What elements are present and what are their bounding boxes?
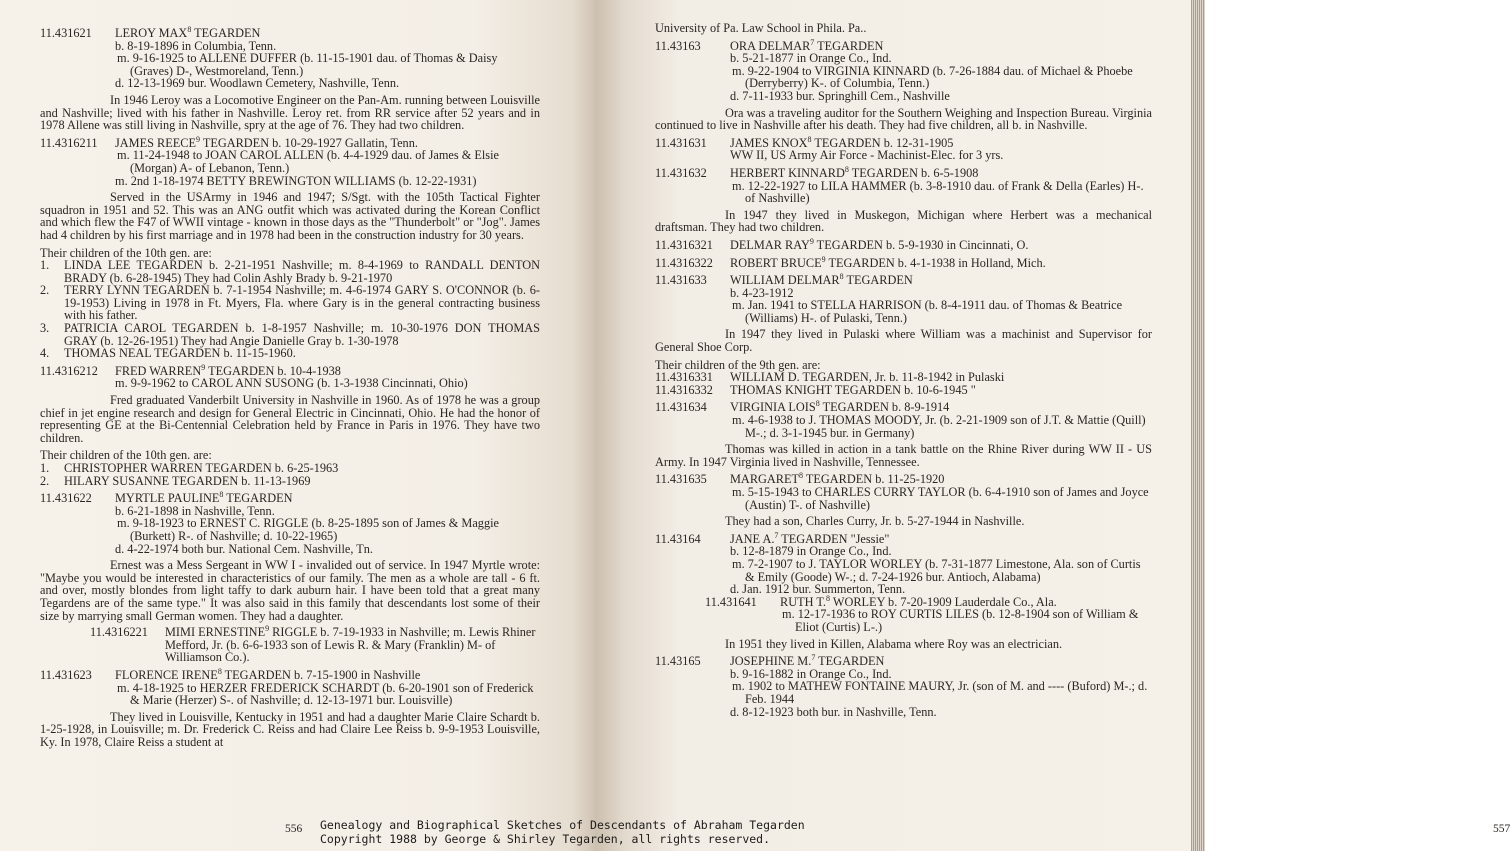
genealogy-entry — [40, 24, 540, 40]
person-name: JAMES REECE — [115, 135, 196, 150]
child-number: 1. — [40, 258, 50, 273]
genealogy-entry — [40, 666, 540, 682]
entry-number: 11.43163 — [655, 38, 701, 53]
entry-heading — [115, 24, 540, 40]
entry-number: 11.431641 — [705, 594, 757, 609]
entry-number: 11.4316212 — [40, 363, 98, 378]
entry-number: 11.4316331 — [655, 370, 713, 385]
narrative-paragraph: Thomas was killed in action in a tank battle on the Rhine River during WW II - US Army. In 1947 Virginia lived in Nashville, Tennessee. — [655, 442, 1152, 469]
genealogy-entry — [90, 626, 540, 664]
entry-detail-line: d. Jan. 1912 bur. Summerton, Tenn. — [730, 582, 906, 597]
right-page — [595, 0, 1510, 851]
entry-detail-line: m. 1902 to MATHEW FONTAINE MAURY, Jr. (son of M. and ---- (Buford) M-.; d. Feb. 1944 — [732, 679, 1148, 706]
generation-number: 7 — [810, 37, 815, 47]
narrative-paragraph: In 1946 Leroy was a Locomotive Engineer on the Pan-Am. running between Louisville and Nashville; lived with his father in Nashville. Leroy ret. from RR service after 52 years and in 1978 Allene was still living in Nashville, spry at the age of 76. They had two children. — [40, 92, 540, 133]
children-heading: Their children of the 10th gen. are: — [40, 448, 212, 463]
entry-detail-line: d. 12-13-1969 bur. Woodlawn Cemetery, Nashville, Tenn. — [115, 76, 400, 91]
generation-number: 8 — [815, 399, 820, 409]
left-page-number: 556 — [285, 823, 303, 835]
entry-number: 11.431634 — [655, 400, 707, 415]
entry-details: TEGARDEN b. 7-15-1900 in Nashville — [221, 667, 421, 682]
child-number: 3. — [40, 321, 50, 336]
left-page-text — [40, 22, 540, 752]
entry-details: TEGARDEN — [814, 38, 884, 53]
generation-number: 7 — [774, 530, 779, 540]
page-edges — [1191, 0, 1205, 851]
child-text: CHRISTOPHER WARREN TEGARDEN b. 6-25-1963 — [64, 461, 339, 475]
children-heading: Their children of the 9th gen. are: — [655, 357, 821, 372]
entry-detail-line: m. 9-18-1923 to ERNEST C. RIGGLE (b. 8-25-1895 son of James & Maggie (Burkett) R-. of Nashville; d. 10-22-1965) — [117, 516, 499, 543]
entry-detail-line: b. 4-23-1912 — [730, 285, 794, 300]
child-list-item — [40, 475, 540, 488]
child-text: THOMAS NEAL TEGARDEN b. 11-15-1960. — [64, 346, 296, 361]
generation-number: 8 — [217, 666, 222, 676]
entry-detail-line: m. Jan. 1941 to STELLA HARRISON (b. 8-4-1911 dau. of Thomas & Beatrice (Williams) H-. of Pulaski, Tenn.) — [732, 298, 1123, 325]
entry-detail-line: m. 2nd 1-18-1974 BETTY BREWINGTON WILLIAMS (b. 12-22-1931) — [115, 173, 477, 188]
child-list-item — [40, 259, 540, 284]
entry-detail-line: m. 9-9-1962 to CAROL ANN SUSONG (b. 1-3-1938 Cincinnati, Ohio) — [115, 376, 468, 391]
generation-number: 9 — [265, 624, 270, 634]
person-name: MARGARET — [730, 472, 800, 487]
entry-details: TEGARDEN — [191, 26, 261, 40]
person-name: MYRTLE PAULINE — [115, 491, 220, 506]
entry-detail-line: b. 12-8-1879 in Orange Co., Ind. — [730, 544, 892, 559]
entry-detail-line: m. 7-2-1907 to J. TAYLOR WORLEY (b. 7-31-1877 Limestone, Ala. son of Curtis & Emily (Goode) W-.; d. 7-24-1926 bur. Antioch, Alabama) — [732, 556, 1141, 584]
entry-heading — [115, 666, 540, 682]
child-list-item — [40, 284, 540, 322]
generation-number: 8 — [219, 490, 224, 500]
child-text: HILARY SUSANNE TEGARDEN b. 11-13-1969 — [64, 473, 311, 488]
entry-detail-line: d. 4-22-1974 both bur. National Cem. Nashville, Tn. — [115, 541, 373, 556]
entry-detail-line: b. 9-16-1882 in Orange Co., Ind. — [730, 666, 892, 681]
person-name: FLORENCE IRENE — [115, 667, 218, 682]
entry-details: TEGARDEN b. 11-25-1920 — [803, 472, 945, 487]
entry-detail-line: m. 4-18-1925 to HERZER FREDERICK SCHARDT (b. 6-20-1901 son of Frederick & Marie (Herzer) S-. of Nashville; d. 12-13-1971 bur. Louisville) — [117, 680, 534, 708]
narrative-paragraph: In 1947 they lived in Muskegon, Michigan where Herbert was a mechanical draftsman. They had two children. — [655, 207, 1152, 235]
child-text: LINDA LEE TEGARDEN b. 2-21-1951 Nashville; m. 8-4-1969 to RANDALL DENTON BRADY (b. 6-28-1945) They had Colin Ashly Brady b. 9-21-1970 — [64, 258, 540, 285]
person-name: HERBERT KINNARD — [730, 165, 845, 180]
entry-heading — [730, 274, 1152, 287]
entry-number: 11.43164 — [655, 531, 701, 546]
entry-detail-line: m. 12-17-1936 to ROY CURTIS LILES (b. 12-8-1904 son of William & Eliot (Curtis) L-.) — [782, 607, 1139, 634]
entry-details: TEGARDEN b. 5-9-1930 in Cincinnati, O. — [813, 237, 1029, 252]
generation-number: 8 — [844, 164, 849, 174]
entry-number: 11.43165 — [655, 654, 701, 669]
person-name: ROBERT BRUCE — [730, 255, 822, 270]
children-heading: Their children of the 10th gen. are: — [40, 245, 212, 260]
generation-number: 9 — [821, 254, 826, 264]
child-list-item — [40, 347, 540, 360]
entry-detail-line: m. 9-16-1925 to ALLENE DUFFER (b. 11-15-1901 dau. of Thomas & Daisy (Graves) D-, Westmoreland, Tenn.) — [117, 51, 498, 78]
entry-number: 11.431622 — [40, 491, 92, 506]
generation-number: 8 — [826, 593, 830, 603]
entry-details: TEGARDEN b. 8-9-1914 — [819, 400, 950, 415]
child-text: PATRICIA CAROL TEGARDEN b. 1-8-1957 Nashville; m. 10-30-1976 DON THOMAS GRAY (b. 12-26-1951) They had Angie Danielle Gray b. 1-30-1978 — [64, 321, 540, 348]
narrative-paragraph: They lived in Louisville, Kentucky in 1951 and had a daughter Marie Claire Schardt b. 1-25-1928, in Louisville; m. Dr. Frederick C. Reiss and had Claire Lee Reiss b. 9-9-1953 Louisville, Ky. In 1978, Claire Reiss a student at — [40, 709, 540, 749]
generation-number: 7 — [811, 653, 816, 663]
narrative-paragraph: They had a son, Charles Curry, Jr. b. 5-27-1944 in Nashville. — [725, 514, 1025, 529]
entry-details: TEGARDEN — [843, 273, 913, 288]
genealogy-entry — [655, 384, 1152, 397]
entry-heading: THOMAS KNIGHT TEGARDEN b. 10-6-1945 " — [730, 382, 976, 397]
entry-number: 11.431633 — [655, 273, 707, 288]
person-name: MIMI ERNESTINE — [165, 625, 266, 640]
text-line: University of Pa. Law School in Phila. Pa.. — [655, 21, 867, 35]
person-name: VIRGINIA LOIS — [730, 400, 816, 415]
entry-detail-line: m. 12-22-1927 to LILA HAMMER (b. 3-8-1910 dau. of Frank & Della (Earles) H-. of Nashville) — [732, 178, 1144, 206]
entry-detail-line: m. 9-22-1904 to VIRGINIA KINNARD (b. 7-26-1884 dau. of Michael & Phoebe (Derryberry) K-. of Columbia, Tenn.) — [732, 63, 1133, 91]
person-name: WILLIAM DELMAR — [730, 273, 840, 288]
generation-number: 8 — [839, 272, 844, 281]
genealogy-entry — [655, 164, 1152, 180]
narrative-paragraph: Ernest was a Mess Sergeant in WW I - invalided out of service. In 1947 Myrtle wrote: "Maybe you would be interested in characteristics of our family. The men as a whole are tall - 6 ft. and over, mostly blondes from light taffy to dark auburn hair. I have been told that a great many Tegardens are of the same type." It was also said in this family that descendants lost some of their size by marrying small German women. They had a daughter. — [40, 558, 540, 623]
entry-heading — [730, 236, 1152, 252]
entry-details: TEGARDEN b. 10-29-1927 Gallatin, Tenn. — [199, 135, 418, 150]
genealogy-entry — [40, 492, 540, 505]
entry-heading: WILLIAM D. TEGARDEN, Jr. b. 11-8-1942 in Pulaski — [730, 370, 1005, 385]
person-name: ORA DELMAR — [730, 38, 811, 53]
person-name: LEROY MAX — [115, 26, 188, 40]
entry-details: TEGARDEN b. 4-1-1938 in Holland, Mich. — [825, 255, 1046, 270]
generation-number: 9 — [809, 236, 814, 246]
entry-number: 11.4316322 — [655, 255, 713, 270]
genealogy-entry — [655, 254, 1152, 270]
entry-number: 11.4316321 — [655, 237, 713, 252]
entry-number: 11.431623 — [40, 667, 92, 682]
entry-number: 11.4316221 — [90, 625, 148, 640]
entry-detail-line: b. 6-21-1898 in Nashville, Tenn. — [115, 503, 275, 518]
entry-detail-line: d. 8-12-1923 both bur. in Nashville, Tenn. — [730, 704, 937, 719]
child-number: 4. — [40, 346, 50, 361]
child-number: 2. — [40, 473, 50, 488]
entry-number: 11.431631 — [655, 135, 707, 150]
person-name: DELMAR RAY — [730, 237, 810, 252]
entry-heading — [165, 626, 540, 664]
generation-number: 9 — [195, 134, 200, 144]
narrative-paragraph: In 1951 they lived in Killen, Alabama where Roy was an electrician. — [725, 636, 1063, 651]
child-number: 1. — [40, 461, 50, 475]
person-name: JANE A. — [730, 531, 775, 546]
entry-detail-line: b. 5-21-1877 in Orange Co., Ind. — [730, 51, 892, 66]
narrative-paragraph: In 1947 they lived in Pulaski where William was a machinist and Supervisor for General Shoe Corp. — [655, 327, 1152, 355]
entry-details: TEGARDEN — [223, 491, 293, 506]
child-text: TERRY LYNN TEGARDEN b. 7-1-1954 Nashville; m. 4-6-1974 GARY S. O'CONNOR (b. 6-19-1953) Living in 1978 in Ft. Myers, Fla. where Gary is in the general contracting business with his father. — [64, 283, 540, 323]
narrative-paragraph: Served in the USArmy in 1946 and 1947; S/Sgt. with the 105th Tactical Fighter squadron in 1951 and 52. This was an ANG outfit which was activated during the Korean Conflict and which flew the F47 of WWII vintage - known in those days as the "Thunderbolt" or "Jog". James had 4 children by his first marriage and in 1978 had been in the construction industry for 30 years. — [40, 190, 540, 242]
footer-title: Genealogy and Biographical Sketches of Descendants of Abraham Tegarden — [320, 818, 805, 832]
entry-heading — [730, 254, 1152, 270]
generation-number: 8 — [799, 471, 804, 481]
entry-number: 11.431635 — [655, 472, 707, 487]
footer-copyright: Copyright 1988 by George & Shirley Tegarden, all rights reserved. — [320, 832, 771, 846]
right-page-number: 557 — [1493, 823, 1510, 835]
person-name: JOSEPHINE M. — [730, 654, 812, 669]
entry-details: TEGARDEN "Jessie" — [778, 531, 890, 546]
genealogy-entry — [655, 236, 1152, 252]
entry-number: 11.4316211 — [40, 135, 98, 150]
person-name: FRED WARREN — [115, 363, 202, 378]
entry-detail-line: m. 4-6-1938 to J. THOMAS MOODY, Jr. (b. 2-21-1909 son of J.T. & Mattie (Quill) M-.; d. 3-1-1945 bur. in Germany) — [732, 413, 1146, 440]
genealogy-entry — [655, 655, 1152, 668]
entry-number: 11.431632 — [655, 165, 707, 180]
entry-detail-line: WW II, US Army Air Force - Machinist-Elec. for 3 yrs. — [730, 148, 1004, 163]
generation-number: 8 — [807, 134, 812, 144]
genealogy-entry — [655, 274, 1152, 287]
footer — [320, 818, 880, 846]
entry-details: TEGARDEN b. 6-5-1908 — [848, 165, 979, 180]
entry-detail-line: b. 8-19-1896 in Columbia, Tenn. — [115, 38, 277, 53]
narrative-paragraph: Ora was a traveling auditor for the Southern Weighing and Inspection Bureau. Virginia continued to live in Nashville after his death. They had five children, all b. in Nashville. — [655, 105, 1152, 133]
generation-number: 8 — [187, 24, 192, 34]
entry-detail-line: d. 7-11-1933 bur. Springhill Cem., Nashville — [730, 88, 950, 103]
person-name: JAMES KNOX — [730, 135, 808, 150]
entry-detail-line: m. 5-15-1943 to CHARLES CURRY TAYLOR (b. 6-4-1910 son of James and Joyce (Austin) T-. of Nashville) — [732, 485, 1149, 512]
entry-details: TEGARDEN b. 10-4-1938 — [205, 363, 341, 378]
entry-heading — [730, 655, 1152, 668]
entry-number: 11.431621 — [40, 26, 92, 40]
child-list-item — [40, 322, 540, 347]
narrative-paragraph: Fred graduated Vanderbilt University in Nashville in 1960. As of 1978 he was a group chief in jet engine research and design for General Electric in Cincinnati, Ohio. He had the honor of representing GE at the Bi-Centennial Celebration held by France in Paris in 1976. They have two children. — [40, 393, 540, 445]
entry-details: TEGARDEN b. 12-31-1905 — [811, 135, 954, 150]
generation-number: 9 — [201, 362, 206, 372]
left-page — [0, 0, 595, 851]
entry-details: RIGGLE b. 7-19-1933 in Nashville; m. Lewis Rhiner Mefford, Jr. (b. 6-6-1933 son of Lewis R. & Mary (Franklin) M- of Williamson Co.). — [165, 625, 536, 665]
right-page-text — [655, 22, 1152, 718]
entry-heading — [115, 492, 540, 505]
entry-detail-line: m. 11-24-1948 to JOAN CAROL ALLEN (b. 4-4-1929 dau. of James & Elsie (Morgan) A- of Lebanon, Tenn.) — [117, 148, 499, 175]
child-number: 2. — [40, 283, 50, 298]
child-list-item — [40, 462, 540, 475]
entry-number: 11.4316332 — [655, 382, 713, 397]
entry-details: WORLEY b. 7-20-1909 Lauderdale Co., Ala. — [830, 594, 1057, 609]
genealogy-entry — [655, 371, 1152, 384]
entry-heading — [730, 164, 1152, 180]
entry-details: TEGARDEN — [815, 654, 885, 669]
person-name: RUTH T. — [780, 594, 826, 609]
